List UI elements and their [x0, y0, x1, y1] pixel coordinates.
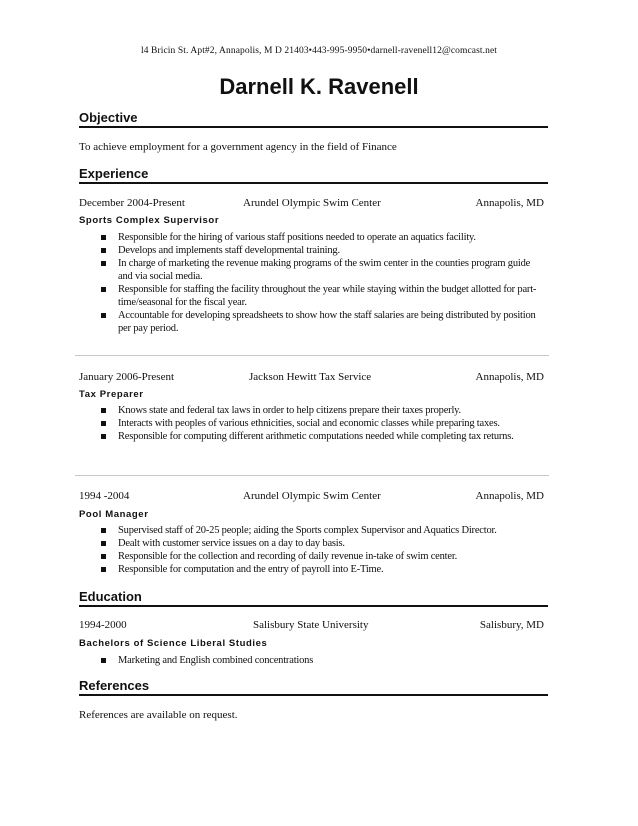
list-item: In charge of marketing the revenue making programs of the swim center in the counties program guide and via social media. — [101, 257, 546, 283]
square-bullet-icon — [101, 434, 106, 439]
square-bullet-icon — [101, 408, 106, 413]
list-item: Knows state and federal tax laws in order to help citizens prepare their taxes properly. — [101, 404, 546, 417]
square-bullet-icon — [101, 421, 106, 426]
education-row — [79, 618, 544, 632]
resume-name: Darnell K. Ravenell — [219, 74, 419, 99]
education-dates: 1994-2000 — [79, 619, 127, 631]
job-employer: Jackson Hewitt Tax Service — [249, 371, 372, 383]
list-item: Accountable for developing spreadsheets to show how the staff salaries are being distributed by position per pay period. — [101, 309, 546, 335]
list-item: Develops and implements staff developmental training. — [101, 244, 546, 257]
list-item: Responsible for the collection and recording of daily revenue in-take of swim center. — [101, 550, 546, 563]
job-row — [79, 489, 544, 503]
list-item: Dealt with customer service issues on a day to day basis. — [101, 537, 546, 550]
list-item: Responsible for computing different arithmetic computations needed while completing tax returns. — [101, 430, 546, 443]
references-heading: References — [79, 678, 548, 696]
list-item: Responsible for computation and the entry of payroll into E-Time. — [101, 563, 546, 576]
education-location: Salisbury, MD — [479, 619, 544, 631]
job-title: Pool Manager — [79, 509, 149, 520]
degree-title: Bachelors of Science Liberal Studies — [79, 638, 268, 649]
contact-line: l4 Bricin St. Apt#2, Annapolis, M D 21403•443-995-9950•darnell-ravenell12@comcast.net — [140, 46, 498, 56]
job-divider — [75, 475, 549, 476]
education-heading: Education — [79, 589, 548, 607]
experience-heading: Experience — [79, 166, 548, 184]
square-bullet-icon — [101, 287, 106, 292]
job-title: Tax Preparer — [79, 389, 144, 400]
square-bullet-icon — [101, 248, 106, 253]
list-item: Responsible for staffing the facility throughout the year while staying within the budget allotted for part-time/seasonal for the fiscal year. — [101, 283, 546, 309]
square-bullet-icon — [101, 528, 106, 533]
square-bullet-icon — [101, 554, 106, 559]
objective-heading: Objective — [79, 110, 548, 128]
job-divider — [75, 355, 549, 356]
job-dates: January 2006-Present — [79, 371, 175, 383]
job-row — [79, 370, 544, 384]
list-item: Interacts with peoples of various ethnicities, social and economic classes while preparing taxes. — [101, 417, 546, 430]
job-bullets — [101, 231, 546, 335]
job-employer: Arundel Olympic Swim Center — [243, 490, 381, 502]
job-location: Annapolis, MD — [475, 490, 544, 502]
job-bullets — [101, 404, 546, 443]
square-bullet-icon — [101, 658, 106, 663]
square-bullet-icon — [101, 541, 106, 546]
job-employer: Arundel Olympic Swim Center — [243, 197, 381, 209]
job-location: Annapolis, MD — [475, 197, 544, 209]
education-school: Salisbury State University — [253, 619, 369, 631]
square-bullet-icon — [101, 235, 106, 240]
job-row — [79, 196, 544, 210]
job-location: Annapolis, MD — [475, 371, 544, 383]
references-text: References are available on request. — [79, 709, 238, 721]
square-bullet-icon — [101, 567, 106, 572]
job-title: Sports Complex Supervisor — [79, 215, 220, 226]
square-bullet-icon — [101, 261, 106, 266]
list-item: Responsible for the hiring of various staff positions needed to operate an aquatics facility. — [101, 231, 546, 244]
job-bullets — [101, 524, 546, 576]
job-dates: December 2004-Present — [79, 197, 185, 209]
job-dates: 1994 -2004 — [79, 490, 130, 502]
square-bullet-icon — [101, 313, 106, 318]
list-item: Supervised staff of 20-25 people; aiding the Sports complex Supervisor and Aquatics Director. — [101, 524, 546, 537]
objective-text: To achieve employment for a government agency in the field of Finance — [79, 141, 397, 153]
education-bullets — [101, 654, 546, 667]
list-item: Marketing and English combined concentrations — [101, 654, 546, 667]
